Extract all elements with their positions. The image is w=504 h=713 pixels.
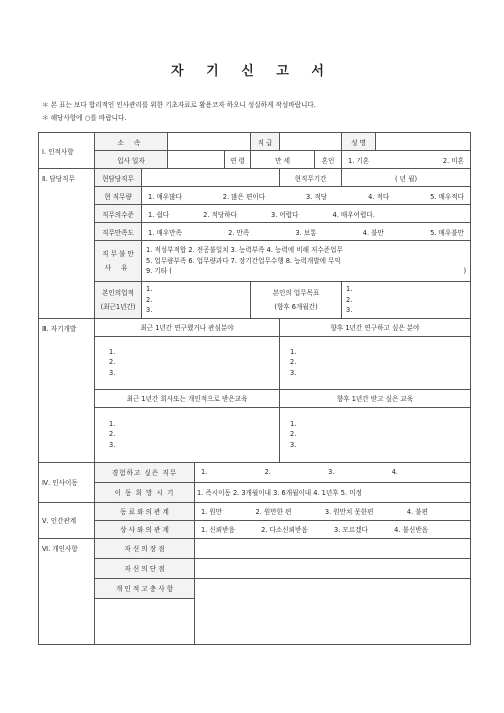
reason-label-line: 직 무 불 만 bbox=[102, 250, 134, 258]
boss-relation-option[interactable]: 3. 모르겠다 bbox=[334, 526, 368, 534]
item-number: 3. bbox=[290, 368, 297, 377]
education-future-field[interactable] bbox=[280, 407, 471, 462]
peer-relation-label: 동 료 와 의 관 계 bbox=[95, 502, 195, 520]
instruction-note: ＊ 해당사항에 ○를 바랍니다. bbox=[42, 114, 127, 122]
boss-relation-option[interactable]: 2. 다소신뢰받음 bbox=[261, 526, 308, 534]
goal-field[interactable] bbox=[342, 282, 471, 319]
transfer-timing-options[interactable]: 1. 즉시이동 2. 3개월이내 3. 6개월이내 4. 1년후 5. 미정 bbox=[195, 482, 471, 502]
satisfaction-option[interactable]: 4. 불만 bbox=[362, 228, 384, 237]
item-number: 2. bbox=[290, 358, 297, 367]
item-number: 2. bbox=[109, 430, 116, 439]
rank-label: 직 급 bbox=[251, 133, 280, 151]
personal-matters-extra[interactable] bbox=[95, 598, 195, 644]
education-past-field[interactable] bbox=[95, 407, 280, 462]
item-number: 2. bbox=[109, 358, 116, 367]
item-number: 3. bbox=[346, 306, 353, 314]
married-option[interactable]: 1. 기혼 bbox=[348, 156, 370, 165]
satisfaction-option[interactable]: 3. 보통 bbox=[295, 228, 317, 237]
education-future-label: 향후 1년간 받고 싶은 교육 bbox=[280, 389, 471, 407]
workload-label: 현 직무량 bbox=[95, 187, 142, 205]
achievement-field[interactable] bbox=[142, 282, 251, 319]
dissatisfaction-reason-options[interactable] bbox=[142, 241, 471, 282]
duty-level-option[interactable]: 4. 매우어렵다. bbox=[332, 210, 375, 219]
education-past-label: 최근 1년간 회사또는 개인적으로 받은교육 bbox=[95, 389, 280, 407]
section-relations: Ⅴ. 인간관계 bbox=[39, 502, 95, 538]
goal-label bbox=[251, 282, 342, 319]
item-number: 1. bbox=[109, 347, 116, 356]
dissatisfaction-reason-label bbox=[95, 241, 142, 282]
satisfaction-options[interactable] bbox=[142, 223, 471, 241]
boss-relation-options[interactable] bbox=[195, 520, 471, 538]
duty-level-option[interactable]: 1. 쉽다 bbox=[148, 210, 170, 219]
section-duty: Ⅱ. 담당직무 bbox=[39, 169, 95, 319]
single-option[interactable]: 2. 미혼 bbox=[442, 156, 465, 165]
rank-field[interactable] bbox=[280, 133, 342, 151]
current-duty-field[interactable] bbox=[142, 169, 280, 187]
item-number: 3. bbox=[109, 368, 116, 377]
join-date-field[interactable] bbox=[168, 151, 225, 169]
workload-options[interactable] bbox=[142, 187, 471, 205]
item-number: 2. bbox=[146, 295, 153, 304]
weakness-field[interactable] bbox=[195, 558, 471, 578]
goal-label-line: 본인의 업무목표 bbox=[272, 288, 320, 297]
item-number: 2. bbox=[264, 468, 271, 476]
satisfaction-label: 직무만족도 bbox=[95, 223, 142, 241]
workload-option[interactable]: 4. 적다 bbox=[368, 192, 390, 201]
reason-line[interactable]: 1. 적성부적합 2. 전공불일치 3. 능력부족 4. 능력에 비해 저수준업무 bbox=[146, 246, 343, 255]
current-duty-label: 현담당직무 bbox=[95, 169, 142, 187]
join-date-label: 입사 일자 bbox=[95, 151, 168, 169]
desired-job-label: 경험하고 싶은 직무 bbox=[95, 462, 195, 482]
item-number: 3. bbox=[146, 306, 153, 314]
section-personal: Ⅰ. 인적사항 bbox=[39, 133, 95, 169]
workload-option[interactable]: 2. 많은 편이다 bbox=[222, 192, 266, 201]
item-number: 1. bbox=[201, 468, 208, 476]
item-number: 1. bbox=[290, 419, 297, 428]
item-number: 3. bbox=[290, 440, 297, 449]
name-label: 성 명 bbox=[342, 133, 376, 151]
duty-period-label: 현직무기간 bbox=[280, 169, 342, 187]
item-number: 2. bbox=[346, 295, 353, 304]
duty-level-option[interactable]: 3. 어렵다 bbox=[271, 210, 299, 219]
section-development: Ⅲ. 자기개발 bbox=[39, 318, 95, 462]
instruction-note: ＊ 본 표는 보다 합리적인 인사관리를 위한 기초자료로 활용코자 하오니 성실하게 작성바랍니다. bbox=[42, 101, 316, 109]
peer-relation-options[interactable] bbox=[195, 502, 471, 520]
satisfaction-option[interactable]: 2. 만족 bbox=[228, 228, 250, 237]
reason-other-option[interactable]: 9. 기타 ( bbox=[146, 267, 172, 276]
study-future-field[interactable] bbox=[280, 336, 471, 389]
desired-job-field[interactable] bbox=[195, 462, 471, 482]
section-personal-matters: Ⅵ. 개인사항 bbox=[39, 538, 95, 644]
department-label: 소 속 bbox=[95, 133, 168, 151]
item-number: 1. bbox=[346, 285, 353, 293]
study-past-label: 최근 1년간 연구했거나 관심분야 bbox=[95, 318, 280, 336]
item-number: 2. bbox=[290, 430, 297, 439]
duty-level-option[interactable]: 2. 적당하다 bbox=[203, 210, 238, 219]
achievement-label-line: 본인의업적 bbox=[102, 288, 134, 297]
age-label: 연 령 bbox=[225, 151, 251, 169]
boss-relation-option[interactable]: 1. 신뢰받음 bbox=[201, 526, 235, 534]
weakness-label: 자 신 의 단 점 bbox=[95, 558, 195, 578]
item-number: 3. bbox=[328, 468, 335, 476]
personal-matters-label: 개 인 적 고 충 사 항 bbox=[95, 578, 195, 598]
satisfaction-option[interactable]: 5. 매우불만 bbox=[430, 228, 464, 237]
reason-line[interactable]: 5. 업무량부족 6. 업무량과다 7. 장기간업무수행 8. 능력개발에 무익 bbox=[146, 256, 341, 265]
item-number: 4. bbox=[391, 468, 399, 476]
section-transfer: Ⅳ. 인사이동 bbox=[39, 462, 95, 502]
duty-level-options[interactable] bbox=[142, 205, 471, 223]
workload-option[interactable]: 1. 매우많다 bbox=[148, 192, 182, 201]
peer-relation-option[interactable]: 4. 불편 bbox=[406, 508, 429, 516]
peer-relation-option[interactable]: 1. 원만 bbox=[201, 508, 223, 516]
item-number: 1. bbox=[146, 285, 153, 293]
reason-label-line: 사 유 bbox=[104, 264, 132, 272]
strength-label: 자 신 의 장 점 bbox=[95, 538, 195, 558]
item-number: 3. bbox=[109, 440, 116, 449]
workload-option[interactable]: 5. 매우적다 bbox=[430, 192, 464, 201]
marriage-options[interactable] bbox=[342, 151, 471, 169]
study-future-label: 향후 1년간 연구하고 싶은 분야 bbox=[280, 318, 471, 336]
satisfaction-option[interactable]: 1. 매우만족 bbox=[148, 228, 182, 237]
achievement-label bbox=[95, 282, 142, 319]
age-field[interactable]: 만 세 bbox=[251, 151, 315, 169]
achievement-label-line: (최근1년간) bbox=[100, 302, 136, 311]
goal-label-line: (향후 6개월간) bbox=[274, 302, 318, 311]
name-field[interactable] bbox=[376, 133, 471, 151]
workload-option[interactable]: 3. 적당 bbox=[306, 192, 328, 201]
item-number: 1. bbox=[290, 347, 297, 356]
self-report-form bbox=[38, 132, 471, 645]
marriage-label: 혼인 bbox=[315, 151, 342, 169]
duty-level-label: 직무의수준 bbox=[95, 205, 142, 223]
strength-field[interactable] bbox=[195, 538, 471, 558]
boss-relation-option[interactable]: 4. 불신받음 bbox=[394, 526, 429, 534]
document-title: 자 기 신 고 서 bbox=[171, 64, 333, 79]
reason-other-close: ) bbox=[463, 267, 467, 276]
item-number: 1. bbox=[109, 419, 116, 428]
transfer-timing-label: 이 동 희 망 시 기 bbox=[95, 482, 195, 502]
peer-relation-option[interactable]: 3. 원만치 못한편 bbox=[324, 508, 374, 516]
boss-relation-label: 상 사 와 의 관 계 bbox=[95, 520, 195, 538]
duty-period-field[interactable]: ( 년 월) bbox=[342, 169, 471, 187]
department-field[interactable] bbox=[168, 133, 251, 151]
study-past-field[interactable] bbox=[95, 336, 280, 389]
personal-matters-field[interactable] bbox=[195, 578, 471, 644]
peer-relation-option[interactable]: 2. 원만한 편 bbox=[255, 508, 292, 516]
